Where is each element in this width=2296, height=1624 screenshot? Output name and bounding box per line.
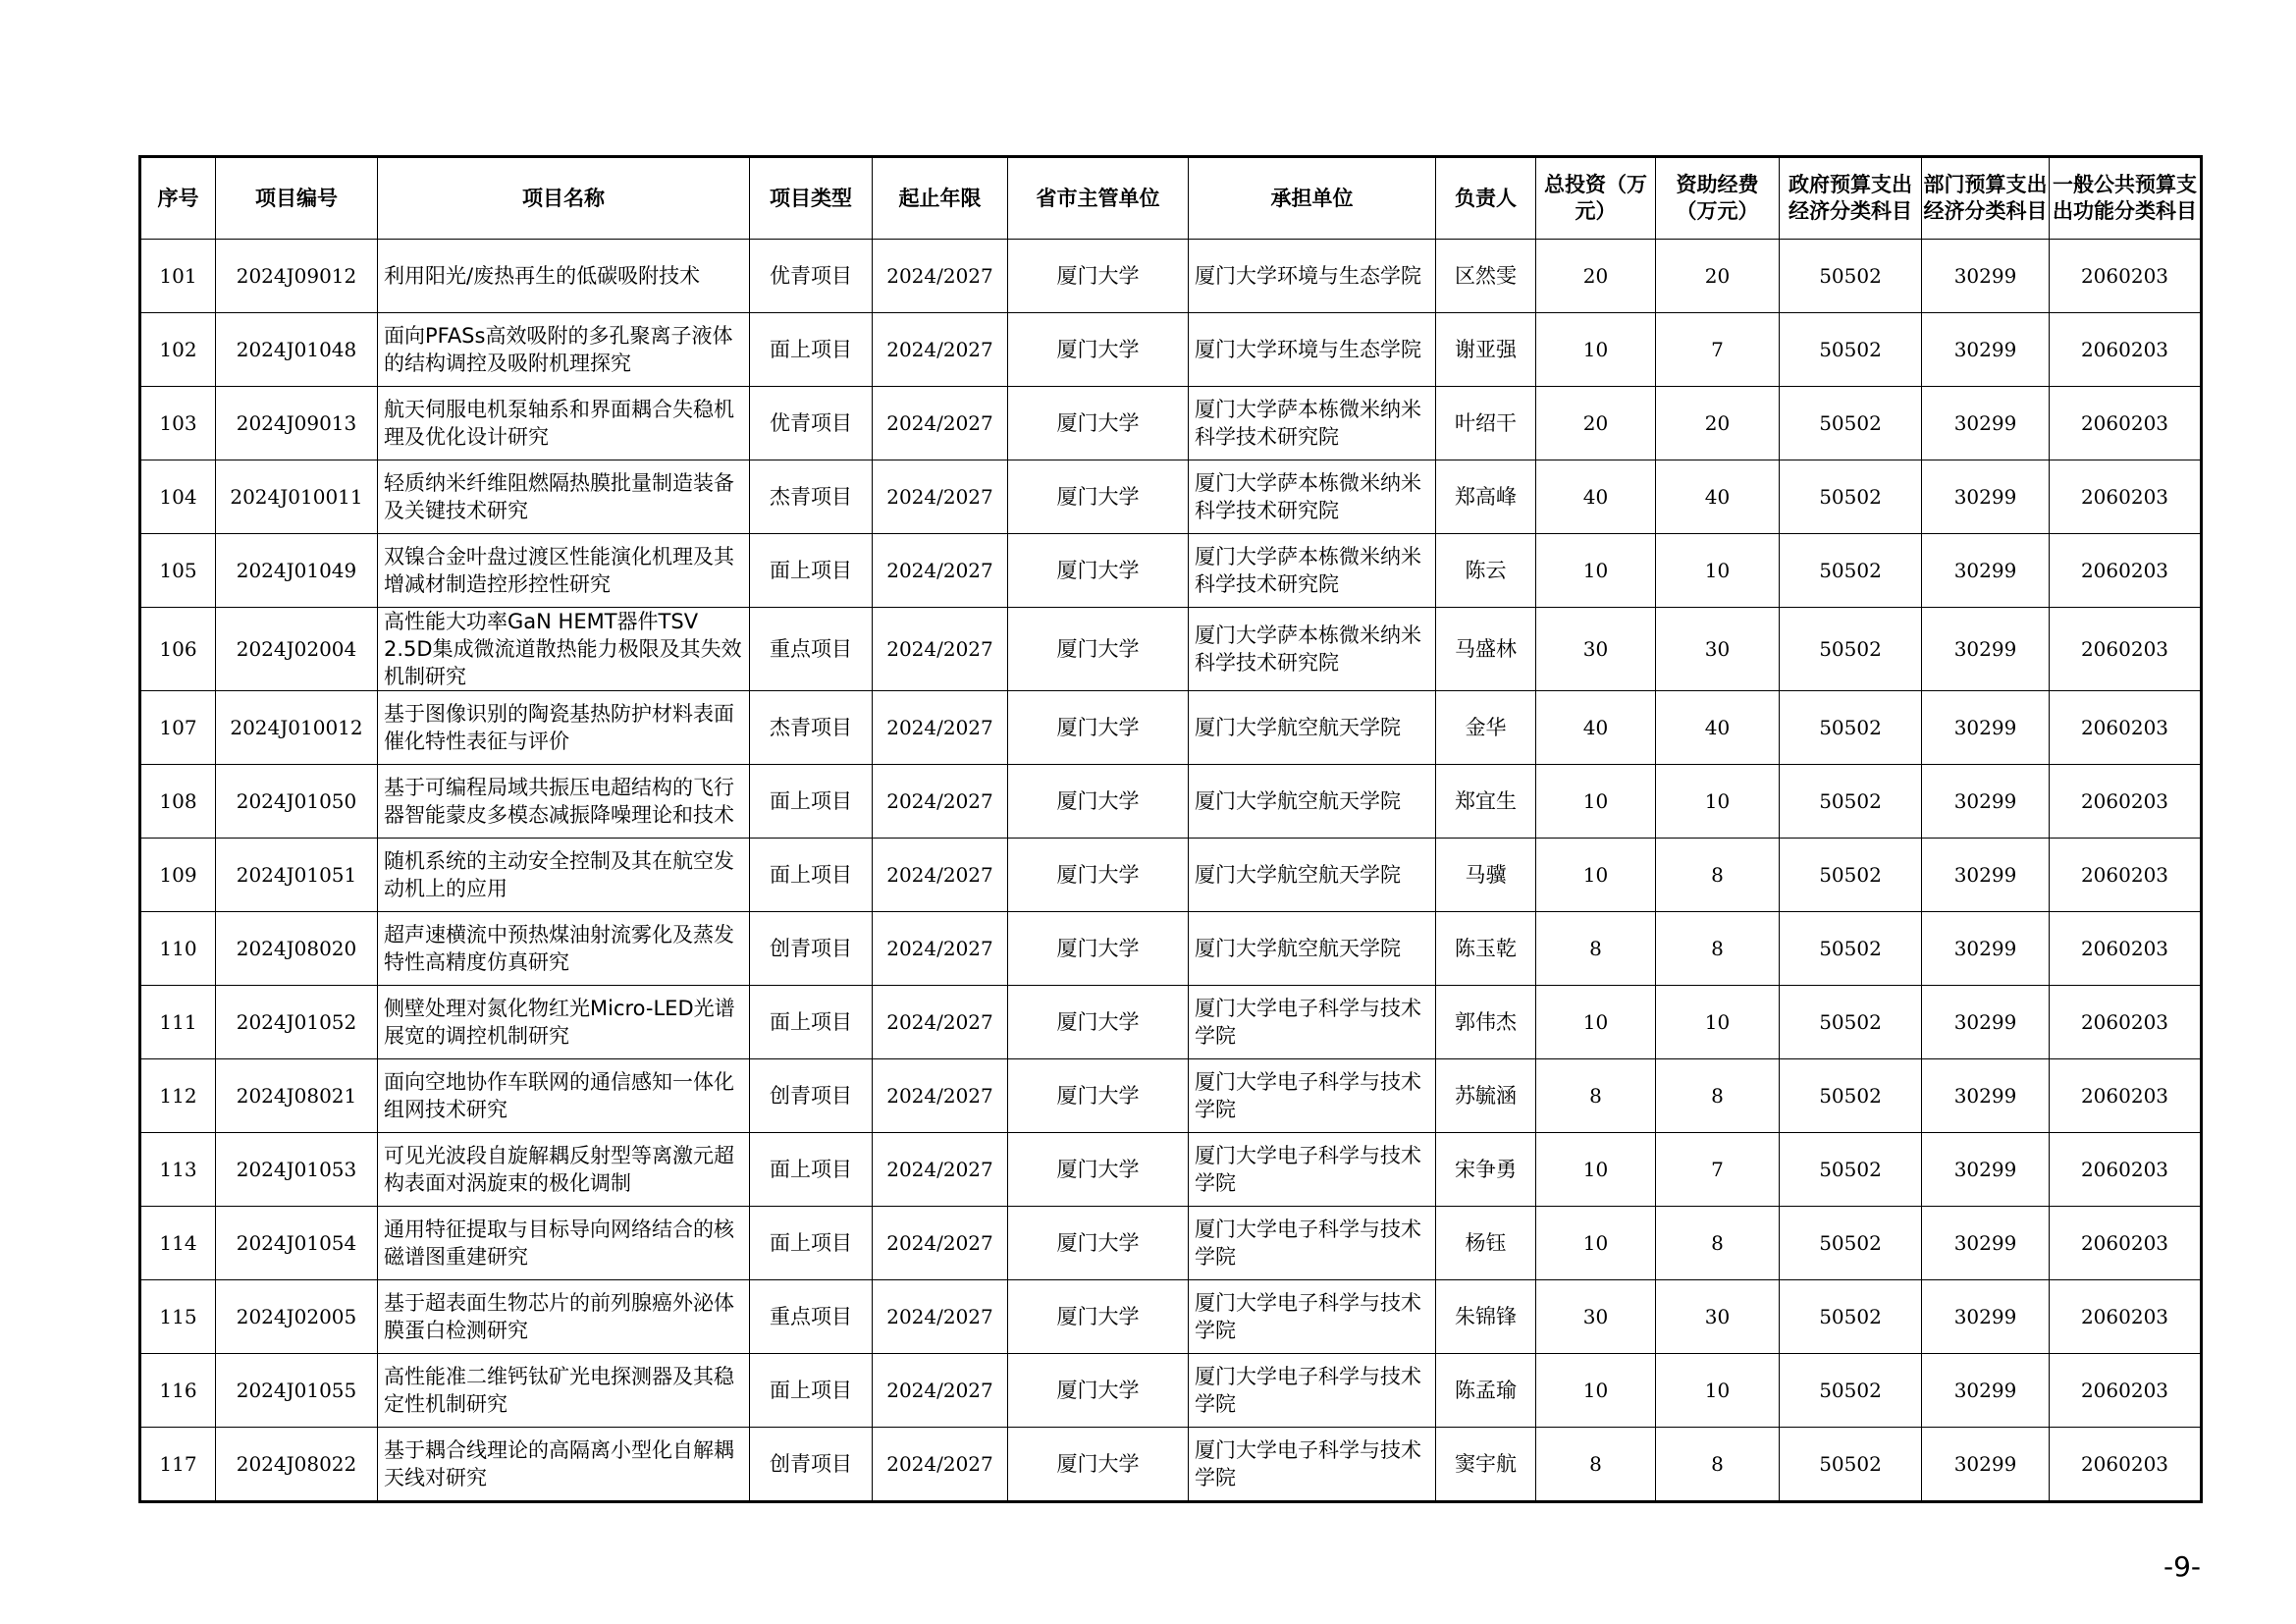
row-number: 101 [140,240,216,313]
project-name: 面向PFASs高效吸附的多孔聚离子液体的结构调控及吸附机理探究 [378,313,750,387]
supervising-unit: 厦门大学 [1008,912,1189,986]
project-table [138,155,2203,1503]
gov-budget-code: 50502 [1780,986,1922,1059]
function-code: 2060203 [2050,765,2202,839]
undertaking-unit: 厦门大学萨本栋微米纳米科学技术研究院 [1189,534,1436,608]
funding-amount: 10 [1656,1354,1780,1428]
row-number: 109 [140,839,216,912]
project-years: 2024/2027 [873,1133,1008,1207]
project-code: 2024J08022 [216,1428,378,1502]
dept-budget-code: 30299 [1922,313,2050,387]
header-cell: 负责人 [1436,157,1536,240]
dept-budget-code: 30299 [1922,534,2050,608]
project-type: 重点项目 [750,608,873,691]
gov-budget-code: 50502 [1780,608,1922,691]
undertaking-unit: 厦门大学环境与生态学院 [1189,240,1436,313]
total-investment: 40 [1536,460,1656,534]
row-number: 115 [140,1280,216,1354]
project-type: 面上项目 [750,534,873,608]
total-investment: 10 [1536,313,1656,387]
project-code: 2024J01053 [216,1133,378,1207]
dept-budget-code: 30299 [1922,387,2050,460]
dept-budget-code: 30299 [1922,1207,2050,1280]
project-type: 创青项目 [750,1059,873,1133]
header-cell: 一般公共预算支出功能分类科目 [2050,157,2202,240]
undertaking-unit: 厦门大学电子科学与技术学院 [1189,1354,1436,1428]
funding-amount: 7 [1656,1133,1780,1207]
project-leader: 谢亚强 [1436,313,1536,387]
project-name: 面向空地协作车联网的通信感知一体化组网技术研究 [378,1059,750,1133]
function-code: 2060203 [2050,1428,2202,1502]
gov-budget-code: 50502 [1780,1059,1922,1133]
total-investment: 8 [1536,1428,1656,1502]
table-row [140,1133,2202,1207]
gov-budget-code: 50502 [1780,1280,1922,1354]
project-code: 2024J02005 [216,1280,378,1354]
table-row [140,912,2202,986]
project-type: 面上项目 [750,1207,873,1280]
dept-budget-code: 30299 [1922,240,2050,313]
row-number: 105 [140,534,216,608]
dept-budget-code: 30299 [1922,460,2050,534]
header-cell: 起止年限 [873,157,1008,240]
project-leader: 郑高峰 [1436,460,1536,534]
funding-amount: 8 [1656,1207,1780,1280]
funding-amount: 8 [1656,1059,1780,1133]
project-years: 2024/2027 [873,839,1008,912]
project-leader: 叶绍干 [1436,387,1536,460]
supervising-unit: 厦门大学 [1008,534,1189,608]
project-code: 2024J01049 [216,534,378,608]
table-row [140,1428,2202,1502]
funding-amount: 10 [1656,534,1780,608]
total-investment: 10 [1536,534,1656,608]
total-investment: 10 [1536,765,1656,839]
total-investment: 30 [1536,1280,1656,1354]
undertaking-unit: 厦门大学萨本栋微米纳米科学技术研究院 [1189,387,1436,460]
gov-budget-code: 50502 [1780,1133,1922,1207]
project-leader: 陈玉乾 [1436,912,1536,986]
header-cell: 项目编号 [216,157,378,240]
project-type: 杰青项目 [750,460,873,534]
row-number: 110 [140,912,216,986]
project-leader: 区然雯 [1436,240,1536,313]
project-name: 基于图像识别的陶瓷基热防护材料表面催化特性表征与评价 [378,691,750,765]
gov-budget-code: 50502 [1780,460,1922,534]
function-code: 2060203 [2050,387,2202,460]
function-code: 2060203 [2050,1280,2202,1354]
undertaking-unit: 厦门大学电子科学与技术学院 [1189,1428,1436,1502]
dept-budget-code: 30299 [1922,1280,2050,1354]
function-code: 2060203 [2050,839,2202,912]
project-name: 双镍合金叶盘过渡区性能演化机理及其增减材制造控形控性研究 [378,534,750,608]
row-number: 108 [140,765,216,839]
row-number: 107 [140,691,216,765]
function-code: 2060203 [2050,912,2202,986]
project-years: 2024/2027 [873,1059,1008,1133]
undertaking-unit: 厦门大学航空航天学院 [1189,765,1436,839]
supervising-unit: 厦门大学 [1008,1354,1189,1428]
dept-budget-code: 30299 [1922,1059,2050,1133]
funding-amount: 8 [1656,912,1780,986]
gov-budget-code: 50502 [1780,691,1922,765]
project-leader: 马盛林 [1436,608,1536,691]
table-row [140,387,2202,460]
supervising-unit: 厦门大学 [1008,1428,1189,1502]
table-row [140,986,2202,1059]
supervising-unit: 厦门大学 [1008,691,1189,765]
project-years: 2024/2027 [873,1354,1008,1428]
project-type: 重点项目 [750,1280,873,1354]
undertaking-unit: 厦门大学电子科学与技术学院 [1189,1059,1436,1133]
header-cell: 资助经费（万元） [1656,157,1780,240]
project-type: 面上项目 [750,1133,873,1207]
project-name: 航天伺服电机泵轴系和界面耦合失稳机理及优化设计研究 [378,387,750,460]
gov-budget-code: 50502 [1780,912,1922,986]
supervising-unit: 厦门大学 [1008,986,1189,1059]
function-code: 2060203 [2050,1207,2202,1280]
project-years: 2024/2027 [873,986,1008,1059]
table-row [140,1207,2202,1280]
table-row [140,534,2202,608]
project-code: 2024J01048 [216,313,378,387]
table-row [140,1280,2202,1354]
funding-amount: 8 [1656,1428,1780,1502]
project-code: 2024J010011 [216,460,378,534]
row-number: 102 [140,313,216,387]
gov-budget-code: 50502 [1780,839,1922,912]
supervising-unit: 厦门大学 [1008,1207,1189,1280]
function-code: 2060203 [2050,608,2202,691]
project-code: 2024J09012 [216,240,378,313]
project-leader: 陈云 [1436,534,1536,608]
project-years: 2024/2027 [873,460,1008,534]
project-type: 杰青项目 [750,691,873,765]
total-investment: 8 [1536,912,1656,986]
gov-budget-code: 50502 [1780,313,1922,387]
project-code: 2024J08021 [216,1059,378,1133]
project-type: 面上项目 [750,765,873,839]
total-investment: 10 [1536,839,1656,912]
project-name: 超声速横流中预热煤油射流雾化及蒸发特性高精度仿真研究 [378,912,750,986]
supervising-unit: 厦门大学 [1008,313,1189,387]
project-type: 面上项目 [750,839,873,912]
table-row [140,691,2202,765]
table-row [140,1059,2202,1133]
gov-budget-code: 50502 [1780,765,1922,839]
page-number: -9- [2163,1550,2201,1583]
project-code: 2024J01050 [216,765,378,839]
undertaking-unit: 厦门大学萨本栋微米纳米科学技术研究院 [1189,608,1436,691]
project-leader: 马骥 [1436,839,1536,912]
dept-budget-code: 30299 [1922,1133,2050,1207]
project-name: 基于超表面生物芯片的前列腺癌外泌体膜蛋白检测研究 [378,1280,750,1354]
undertaking-unit: 厦门大学电子科学与技术学院 [1189,1133,1436,1207]
dept-budget-code: 30299 [1922,608,2050,691]
gov-budget-code: 50502 [1780,1428,1922,1502]
project-name: 随机系统的主动安全控制及其在航空发动机上的应用 [378,839,750,912]
total-investment: 20 [1536,387,1656,460]
project-code: 2024J010012 [216,691,378,765]
project-code: 2024J01054 [216,1207,378,1280]
project-type: 面上项目 [750,986,873,1059]
dept-budget-code: 30299 [1922,986,2050,1059]
dept-budget-code: 30299 [1922,912,2050,986]
supervising-unit: 厦门大学 [1008,839,1189,912]
total-investment: 10 [1536,1133,1656,1207]
project-name: 高性能大功率GaN HEMT器件TSV 2.5D集成微流道散热能力极限及其失效机制研究 [378,608,750,691]
supervising-unit: 厦门大学 [1008,1059,1189,1133]
dept-budget-code: 30299 [1922,839,2050,912]
header-cell: 项目类型 [750,157,873,240]
total-investment: 8 [1536,1059,1656,1133]
project-name: 通用特征提取与目标导向网络结合的核磁谱图重建研究 [378,1207,750,1280]
header-cell: 项目名称 [378,157,750,240]
gov-budget-code: 50502 [1780,387,1922,460]
dept-budget-code: 30299 [1922,765,2050,839]
undertaking-unit: 厦门大学电子科学与技术学院 [1189,986,1436,1059]
dept-budget-code: 30299 [1922,1428,2050,1502]
project-leader: 陈孟瑜 [1436,1354,1536,1428]
project-years: 2024/2027 [873,1280,1008,1354]
undertaking-unit: 厦门大学萨本栋微米纳米科学技术研究院 [1189,460,1436,534]
funding-amount: 10 [1656,765,1780,839]
project-name: 侧壁处理对氮化物红光Micro-LED光谱展宽的调控机制研究 [378,986,750,1059]
project-type: 创青项目 [750,1428,873,1502]
funding-amount: 8 [1656,839,1780,912]
project-type: 面上项目 [750,313,873,387]
project-type: 面上项目 [750,1354,873,1428]
project-years: 2024/2027 [873,691,1008,765]
total-investment: 40 [1536,691,1656,765]
function-code: 2060203 [2050,240,2202,313]
function-code: 2060203 [2050,1354,2202,1428]
row-number: 113 [140,1133,216,1207]
project-years: 2024/2027 [873,608,1008,691]
funding-amount: 40 [1656,460,1780,534]
table-row [140,608,2202,691]
project-leader: 朱锦锋 [1436,1280,1536,1354]
project-years: 2024/2027 [873,912,1008,986]
project-leader: 郑宜生 [1436,765,1536,839]
total-investment: 10 [1536,1354,1656,1428]
table-row [140,313,2202,387]
table-body [140,240,2202,1502]
project-type: 优青项目 [750,387,873,460]
header-cell: 省市主管单位 [1008,157,1189,240]
funding-amount: 20 [1656,387,1780,460]
total-investment: 10 [1536,986,1656,1059]
gov-budget-code: 50502 [1780,1354,1922,1428]
project-type: 优青项目 [750,240,873,313]
row-number: 112 [140,1059,216,1133]
project-code: 2024J09013 [216,387,378,460]
project-leader: 郭伟杰 [1436,986,1536,1059]
funding-amount: 30 [1656,608,1780,691]
project-code: 2024J01052 [216,986,378,1059]
project-name: 轻质纳米纤维阻燃隔热膜批量制造装备及关键技术研究 [378,460,750,534]
undertaking-unit: 厦门大学航空航天学院 [1189,839,1436,912]
project-years: 2024/2027 [873,240,1008,313]
supervising-unit: 厦门大学 [1008,608,1189,691]
supervising-unit: 厦门大学 [1008,387,1189,460]
function-code: 2060203 [2050,986,2202,1059]
project-leader: 金华 [1436,691,1536,765]
function-code: 2060203 [2050,534,2202,608]
project-name: 高性能准二维钙钛矿光电探测器及其稳定性机制研究 [378,1354,750,1428]
project-years: 2024/2027 [873,1428,1008,1502]
undertaking-unit: 厦门大学电子科学与技术学院 [1189,1280,1436,1354]
funding-amount: 30 [1656,1280,1780,1354]
row-number: 114 [140,1207,216,1280]
header-cell: 部门预算支出经济分类科目 [1922,157,2050,240]
gov-budget-code: 50502 [1780,534,1922,608]
funding-amount: 40 [1656,691,1780,765]
project-type: 创青项目 [750,912,873,986]
undertaking-unit: 厦门大学航空航天学院 [1189,691,1436,765]
function-code: 2060203 [2050,1133,2202,1207]
project-code: 2024J01055 [216,1354,378,1428]
undertaking-unit: 厦门大学电子科学与技术学院 [1189,1207,1436,1280]
gov-budget-code: 50502 [1780,1207,1922,1280]
function-code: 2060203 [2050,1059,2202,1133]
supervising-unit: 厦门大学 [1008,765,1189,839]
row-number: 117 [140,1428,216,1502]
funding-amount: 7 [1656,313,1780,387]
project-code: 2024J01051 [216,839,378,912]
table-row [140,765,2202,839]
row-number: 104 [140,460,216,534]
total-investment: 10 [1536,1207,1656,1280]
table-row [140,460,2202,534]
row-number: 111 [140,986,216,1059]
project-leader: 窦宇航 [1436,1428,1536,1502]
project-years: 2024/2027 [873,313,1008,387]
undertaking-unit: 厦门大学航空航天学院 [1189,912,1436,986]
total-investment: 20 [1536,240,1656,313]
project-years: 2024/2027 [873,765,1008,839]
header-cell: 序号 [140,157,216,240]
gov-budget-code: 50502 [1780,240,1922,313]
project-code: 2024J02004 [216,608,378,691]
project-code: 2024J08020 [216,912,378,986]
function-code: 2060203 [2050,691,2202,765]
table-row [140,240,2202,313]
header-cell: 承担单位 [1189,157,1436,240]
function-code: 2060203 [2050,313,2202,387]
project-years: 2024/2027 [873,1207,1008,1280]
row-number: 103 [140,387,216,460]
project-name: 利用阳光/废热再生的低碳吸附技术 [378,240,750,313]
project-leader: 杨钰 [1436,1207,1536,1280]
project-name: 可见光波段自旋解耦反射型等离激元超构表面对涡旋束的极化调制 [378,1133,750,1207]
header-cell: 总投资（万元） [1536,157,1656,240]
funding-amount: 20 [1656,240,1780,313]
dept-budget-code: 30299 [1922,691,2050,765]
dept-budget-code: 30299 [1922,1354,2050,1428]
function-code: 2060203 [2050,460,2202,534]
project-name: 基于可编程局域共振压电超结构的飞行器智能蒙皮多模态减振降噪理论和技术 [378,765,750,839]
project-leader: 宋争勇 [1436,1133,1536,1207]
project-years: 2024/2027 [873,534,1008,608]
supervising-unit: 厦门大学 [1008,1133,1189,1207]
undertaking-unit: 厦门大学环境与生态学院 [1189,313,1436,387]
supervising-unit: 厦门大学 [1008,460,1189,534]
funding-amount: 10 [1656,986,1780,1059]
total-investment: 30 [1536,608,1656,691]
project-years: 2024/2027 [873,387,1008,460]
project-leader: 苏毓涵 [1436,1059,1536,1133]
header-cell: 政府预算支出经济分类科目 [1780,157,1922,240]
supervising-unit: 厦门大学 [1008,1280,1189,1354]
table-row [140,839,2202,912]
supervising-unit: 厦门大学 [1008,240,1189,313]
header-row [140,157,2202,240]
row-number: 116 [140,1354,216,1428]
row-number: 106 [140,608,216,691]
project-name: 基于耦合线理论的高隔离小型化自解耦天线对研究 [378,1428,750,1502]
table-row [140,1354,2202,1428]
